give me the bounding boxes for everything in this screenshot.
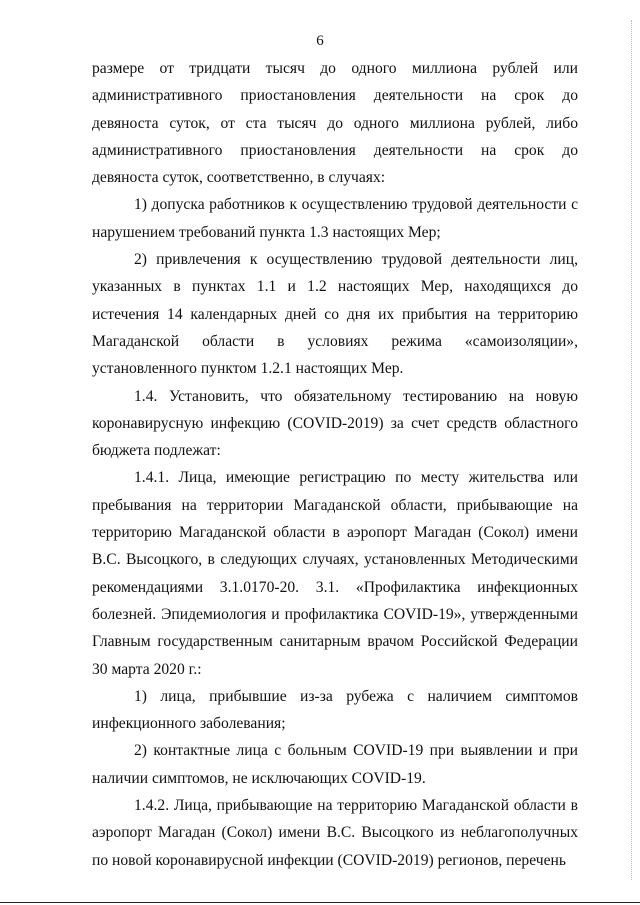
paragraph-subitem-1: 1) лица, прибывшие из-за рубежа с наличием симптомов инфекционного заболевания; [92, 687, 578, 733]
paragraph-continuation: размере от тридцати тысяч до одного миллиона рублей или административного приостановления деятельности на срок до девяноста суток, от ста тысяч до одного миллиона рублей, либо административного приостановления деятельности на срок до девяноста суток, соответственно, в случаях: [92, 60, 578, 187]
paragraph-item-1: 1) допуска работников к осуществлению трудовой деятельности с нарушением требований пункта 1.3 настоящих Мер; [92, 196, 578, 241]
paragraph-1-4-2: 1.4.2. Лица, прибывающие на территорию Магаданской области в аэропорт Магадан (Сокол) имени В.С. Высоцкого из неблагополучных по новой коронавирусной инфекции (COVID-2019) регионов, перечень [92, 797, 578, 869]
paragraph-1-4: 1.4. Установить, что обязательному тестированию на новую коронавирусную инфекцию (COVID-2019) за счет средств областного бюджета подлежат: [92, 387, 578, 460]
paragraph-subitem-2: 2) контактные лица с больным COVID-19 при выявлении и при наличии симптомов, не исключающих COVID-19. [92, 742, 578, 787]
paragraph-1-4-1: 1.4.1. Лица, имеющие регистрацию по месту жительства или пребывания на территории Магаданской области, прибывающие на территорию Магаданской области в аэропорт Магадан (Сокол) имени В.С. Высоцкого, в следующих случаях, установленных Методическими рекомендациями 3.1.0170-20. 3.1. «Профилактика инфекционных болезней. Эпидемиология и профилактика COVID-19», утвержденными Главным государственным санитарным врачом Российской Федерации 30 марта 2020 г.: [92, 469, 578, 678]
page-bottom-edge [0, 902, 640, 903]
scan-edge-marks [630, 20, 632, 880]
paragraph-item-2: 2) привлечения к осуществлению трудовой деятельности лиц, указанных в пунктах 1.1 и 1.2 настоящих Мер, находящихся до истечения 14 календарных дней со дня их прибытия на территорию Магаданской области в условиях режима «самоизоляции», установленного пунктом 1.2.1 настоящих Мер. [92, 251, 578, 378]
document-body [92, 55, 578, 874]
page-number: 6 [316, 33, 324, 49]
